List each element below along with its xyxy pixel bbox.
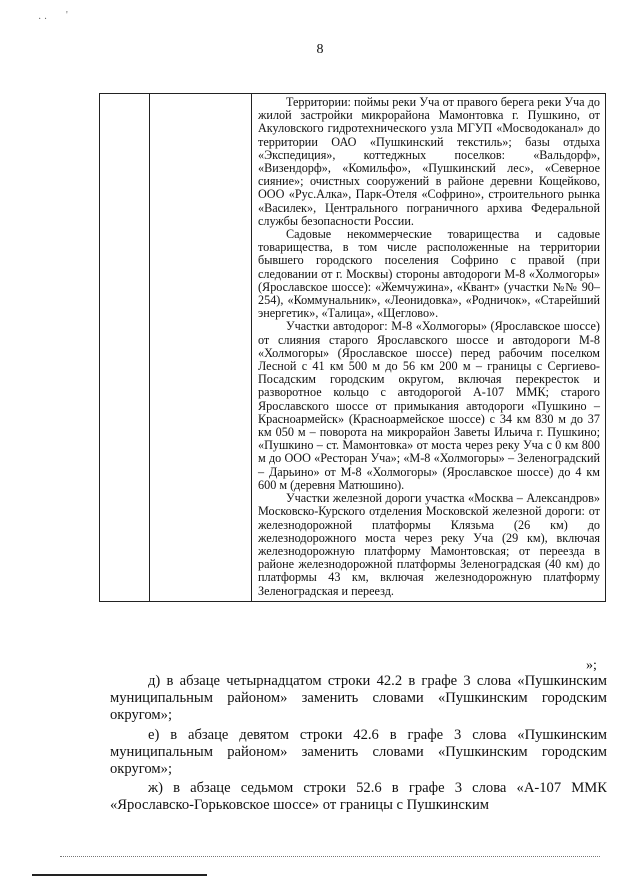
bottom-dotted-line — [60, 856, 600, 857]
garden-partnerships-paragraph: Садовые некоммерческие товарищества и садовые товарищества, в том числе расположенные на территории бывшего городского поселения Софрино с правой (при следовании от г. Москвы) стороны автодороги М-8 «Холмогоры» (Ярославское шоссе): «Жемчужина», «Квант» (участки №№ 90–254), «Коммунальник», «Леонидовка», «Родничок», «Старейший энергетик», «Талица», «Щеглово». — [258, 227, 600, 321]
amendment-d: д) в абзаце четырнадцатом строки 42.2 в графе 3 слова «Пушкинским муниципальным районом» заменить словами «Пушкинским городским округом»; — [110, 673, 607, 724]
scan-speck: · · — [38, 14, 48, 25]
page-number: 8 — [316, 42, 324, 57]
closing-quote: »; — [586, 658, 597, 673]
road-sections-paragraph: Участки автодорог: М-8 «Холмогоры» (Ярославское шоссе) от слияния старого Ярославского шоссе и автодороги М-8 «Холмогоры» (Ярославское шоссе) перед рабочим поселком Лесной с 41 км 500 м до 56 км 200 м – границы с Сергиево-Посадским городским округом, включая перекресток и разворотное кольцо с автодорогой А-107 ММК; старого Ярославского шоссе от примыкания автодороги «Пушкино – Красноармейск» (Красноармейское шоссе) с 34 км 830 м до 37 км 050 м – поворота на микрорайон Заветы Ильича г. Пушкино; «Пушкино – ст. Мамонтовка» от моста через реку Уча с 0 км 800 м до ООО «Ресторан Уча»; «М-8 «Холмогоры» – Зеленоградский – Дарьино» от М-8 «Холмогоры» (Ярославское шоссе) до 4 км 600 м (деревня Матюшино). — [258, 319, 600, 492]
bottom-rule — [32, 874, 207, 876]
amendment-zh: ж) в абзаце седьмом строки 52.6 в графе 3 слова «А-107 ММК «Ярославско-Горьковское шоссе» от границы с Пушкинским — [110, 780, 607, 814]
table-cell-description — [252, 94, 606, 602]
scan-speck: ' — [66, 10, 68, 21]
table-row — [100, 94, 606, 602]
territories-paragraph: Территории: поймы реки Уча от правого берега реки Уча до жилой застройки микрорайона Мамонтовка г. Пушкино, от Акуловского гидротехнического узла МГУП «Мосводоканал» до территории ОАО «Пушкинский текстиль»; базы отдыха «Экспедиция», коттеджных поселков: «Вальдорф», «Визендорф», «Комильфо», «Пушкинский лес», «Северное сияние»; очистных сооружений в районе деревни Кощейково, ООО «Рус.Алка», Парк-Отеля «Софрино», строительного рынка «Василек», Центрального пограничного архива Федеральной службы безопасности России. — [258, 95, 600, 228]
table-cell-name — [150, 94, 252, 602]
legal-table — [99, 93, 606, 602]
table-cell-row-number — [100, 94, 150, 602]
amendment-e: е) в абзаце девятом строки 42.6 в графе 3 слова «Пушкинским муниципальным районом» заменить словами «Пушкинским городским округом»; — [110, 727, 607, 778]
railway-sections-paragraph: Участки железной дороги участка «Москва – Александров» Московско-Курского отделения Московской железной дороги: от железнодорожной платформы Клязьма (26 км) до железнодорожного моста через реку Уча (29 км), включая железнодорожную платформу Мамонтовская; от переезда в районе железнодорожной платформы Зеленоградская (40 км) до платформы 43 км, включая железнодорожную платформу Зеленоградская и переезд. — [258, 491, 600, 598]
